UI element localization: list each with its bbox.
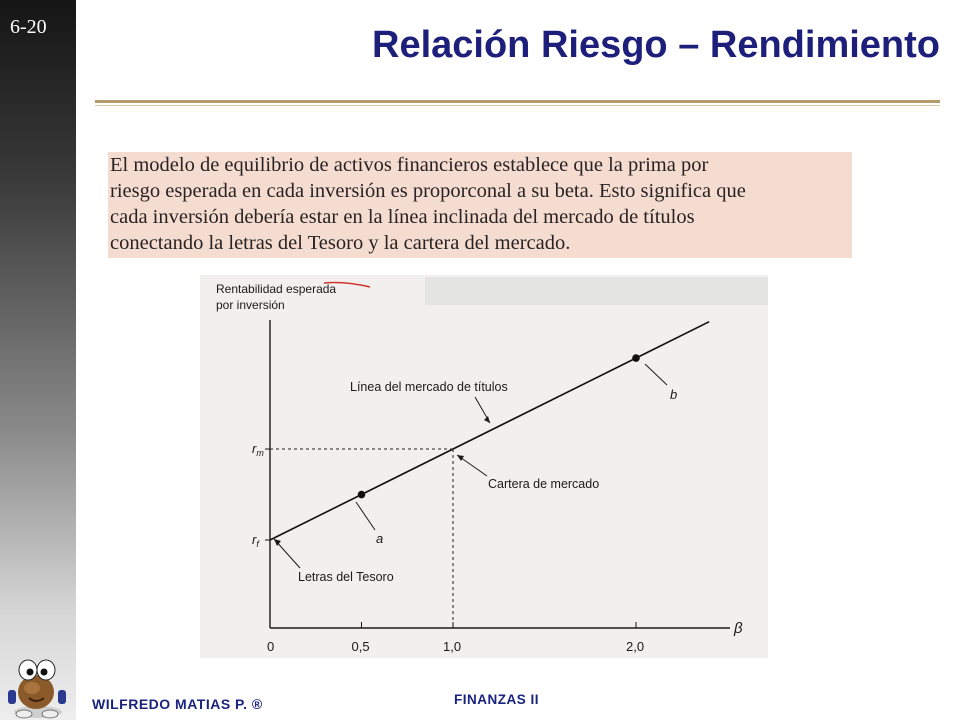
security-market-line-chart [200,275,768,658]
mascot-character [2,652,74,720]
description-box [108,152,852,258]
x-tick-label-1: 0,5 [351,639,370,654]
y-axis-label-line-1: Rentabilidad esperada [216,282,337,296]
slide-number: 6-20 [10,16,47,38]
chart-background [200,275,768,658]
sidebar-gradient [0,0,76,720]
description-line-4: conectando la letras del Tesoro y la cartera del mercado. [110,232,571,254]
title-underline [95,100,940,103]
point-b-label: b [670,387,678,402]
rm-label: $r_m$ [252,441,264,458]
market-portfolio-annotation: Cartera de mercado [488,477,600,491]
point-a-label: a [376,531,384,546]
footer-author: WILFREDO MATIAS P. ® [92,696,263,712]
point-a [358,491,366,499]
description-line-1: El modelo de equilibrio de activos financieros establece que la prima por [110,154,709,176]
footer-course: FINANZAS II [454,692,539,707]
slide-title: Relación Riesgo – Rendimiento [372,24,940,66]
treasury-annotation: Letras del Tesoro [298,570,394,584]
x-axis-label: β [734,620,743,637]
x-tick-label-2: 1,0 [443,639,462,654]
x-tick-label-3: 2,0 [626,639,645,654]
sml-annotation: Línea del mercado de títulos [350,380,508,394]
y-axis-label-line-2: por inversión [216,298,285,312]
description-line-3: cada inversión debería estar en la línea inclinada del mercado de títulos [110,206,695,228]
x-tick-label-0: 0 [267,639,275,654]
description-line-2: riesgo esperada en cada inversión es proporconal a su beta. Esto significa que [110,180,746,202]
title-underline-thin [95,105,940,106]
point-b [632,354,640,362]
rf-label: $r_f$ [252,532,259,549]
scan-shade [425,277,768,305]
